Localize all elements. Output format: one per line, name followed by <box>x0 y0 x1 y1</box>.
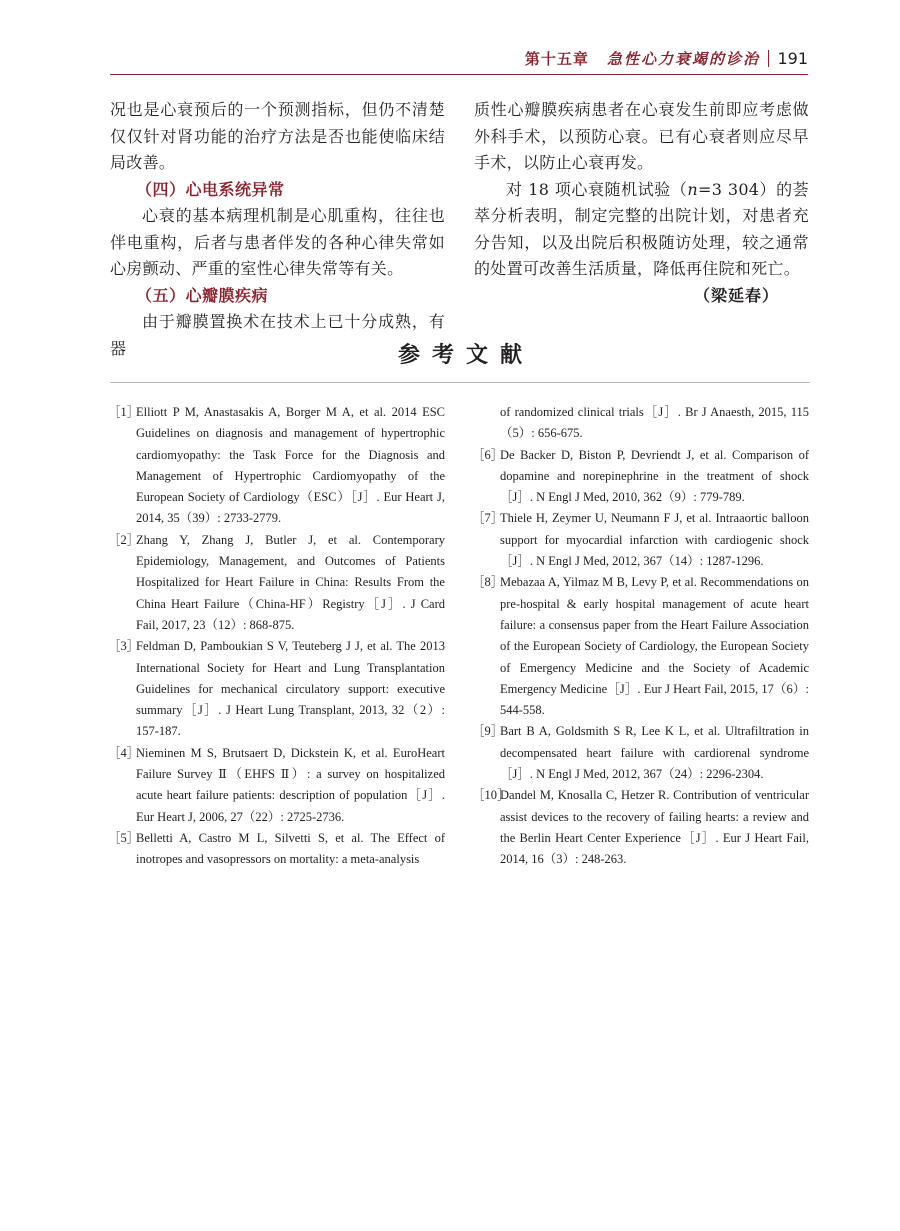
body-column-right <box>474 97 809 309</box>
reference-item <box>472 721 809 785</box>
paragraph-meta-analysis <box>474 177 809 283</box>
reference-item <box>472 785 809 870</box>
reference-text: Thiele H, Zeymer U, Neumann F J, et al. Intraaortic balloon support for myocardial infarction with cardiogenic shock［J］. N Engl J Med, 2012, 367（14）: 1287-1296. <box>500 511 809 569</box>
reference-item <box>472 572 809 721</box>
reference-number: ［10］ <box>472 788 510 803</box>
section-heading-valve: （五）心瓣膜疾病 <box>136 285 269 305</box>
references-column-left <box>108 402 445 871</box>
reference-number: ［2］ <box>108 532 140 547</box>
section-heading-ecg: （四）心电系统异常 <box>136 179 285 199</box>
body-column-left <box>110 97 445 362</box>
reference-text: Feldman D, Pamboukian S V, Teuteberg J J, et al. The 2013 International Society for Heart and Lung Transplantation Guidelines for mechanical circulatory support: executive summary［J］. J Heart Lung Transplant, 2013, 32（2）: 157-187. <box>136 639 445 739</box>
paragraph: 况也是心衰预后的一个预测指标，但仍不清楚仅仅针对肾功能的治疗方法是否也能使临床结局改善。 <box>110 100 445 172</box>
page-number: 191 <box>777 49 808 68</box>
reference-text: Mebazaa A, Yilmaz M B, Levy P, et al. Recommendations on pre-hospital & early hospital management of acute heart failure: a consensus paper from the Heart Failure Association of the European Society of Cardiology, the European Society of Emergency Medicine and the Society of Academic Emergency Medicine［J］. Eur J Heart Fail, 2015, 17（6）: 544-558. <box>500 575 809 718</box>
reference-item <box>108 636 445 742</box>
paragraph-part: 对 18 项心衰随机试验（ <box>506 179 688 199</box>
reference-item <box>108 828 445 871</box>
italic-n: n <box>687 179 698 199</box>
reference-item <box>472 508 809 572</box>
reference-number: ［8］ <box>472 575 504 590</box>
reference-item <box>108 743 445 828</box>
author-signature: （梁延春） <box>693 285 779 305</box>
header-right <box>525 48 808 69</box>
reference-number: ［5］ <box>108 830 140 845</box>
reference-number: ［3］ <box>108 639 140 654</box>
reference-continuation: of randomized clinical trials［J］. Br J Anaesth, 2015, 115（5）: 656-675. <box>500 405 809 441</box>
paragraph: 心衰的基本病理机制是心肌重构，往往也伴电重构，后者与患者伴发的各种心律失常如心房颤动、严重的室性心律失常等有关。 <box>110 206 445 278</box>
reference-number: ［6］ <box>472 447 504 462</box>
reference-text: Elliott P M, Anastasakis A, Borger M A, et al. 2014 ESC Guidelines on diagnosis and management of hypertrophic cardiomyopathy: the Task Force for the Diagnosis and Management of Hypertrophic Cardiomyopathy of the European Society of Cardiology（ESC）［J］. Eur Heart J, 2014, 35（39）: 2733-2779. <box>136 405 445 526</box>
reference-item <box>472 445 809 509</box>
reference-item <box>108 530 445 636</box>
reference-number: ［1］ <box>108 405 140 419</box>
reference-text: De Backer D, Biston P, Devriendt J, et al. Comparison of dopamine and norepinephrine in the treatment of shock［J］. N Engl J Med, 2010, 362（9）: 779-789. <box>500 447 809 505</box>
references-column-right <box>472 402 809 871</box>
reference-number: ［9］ <box>472 724 504 739</box>
reference-text: Dandel M, Knosalla C, Hetzer R. Contribution of ventricular assist devices to the recovery of failing hearts: a review and the Berlin Heart Center Experience［J］. Eur J Heart Fail, 2014, 16（3）: 248-263. <box>500 788 809 867</box>
reference-item <box>108 402 445 530</box>
references-heading-wrap <box>110 334 810 378</box>
chapter-title: 急性心力衰竭的诊治 <box>606 50 760 68</box>
header-divider <box>768 50 770 67</box>
paragraph-part: =3 304）的荟萃分析表明，制定完整的出院计划，对患者充分告知，以及出院后积极随访处理，较之通常的处置可改善生活质量，降低再住院和死亡。 <box>474 179 809 278</box>
reference-text: Nieminen M S, Brutsaert D, Dickstein K, et al. EuroHeart Failure Survey Ⅱ（EHFS Ⅱ）: a survey on hospitalized acute heart failure patients: description of population［J］. Eur Heart J, 2006, 27（22）: 2725-2736. <box>136 745 445 824</box>
references-title: 参考文献 <box>397 343 534 368</box>
page-header <box>110 44 808 75</box>
references-divider <box>110 382 810 383</box>
reference-text: Zhang Y, Zhang J, Butler J, et al. Contemporary Epidemiology, Management, and Outcomes of Patients Hospitalized for Heart Failure in China: Results From the China Heart Failure（China-HF）Registry［J］. J Card Fail, 2017, 23（12）: 868-875. <box>136 532 445 632</box>
chapter-label: 第十五章 <box>524 50 589 68</box>
reference-number: ［4］ <box>108 745 140 760</box>
reference-text: Bart B A, Goldsmith S R, Lee K L, et al. Ultrafiltration in decompensated heart failure with cardiorenal syndrome［J］. N Engl J Med, 2012, 367（24）: 2296-2304. <box>500 724 809 782</box>
reference-number: ［7］ <box>472 511 504 526</box>
paragraph: 由于瓣膜置换术在技术上已十分成熟，有器 <box>110 312 445 358</box>
reference-text: Belletti A, Castro M L, Silvetti S, et al. The Effect of inotropes and vasopressors on mortality: a meta-analysis <box>136 830 445 867</box>
paragraph: 质性心瓣膜疾病患者在心衰发生前即应考虑做外科手术，以预防心衰。已有心衰者则应尽早手术，以防止心衰再发。 <box>474 100 809 172</box>
